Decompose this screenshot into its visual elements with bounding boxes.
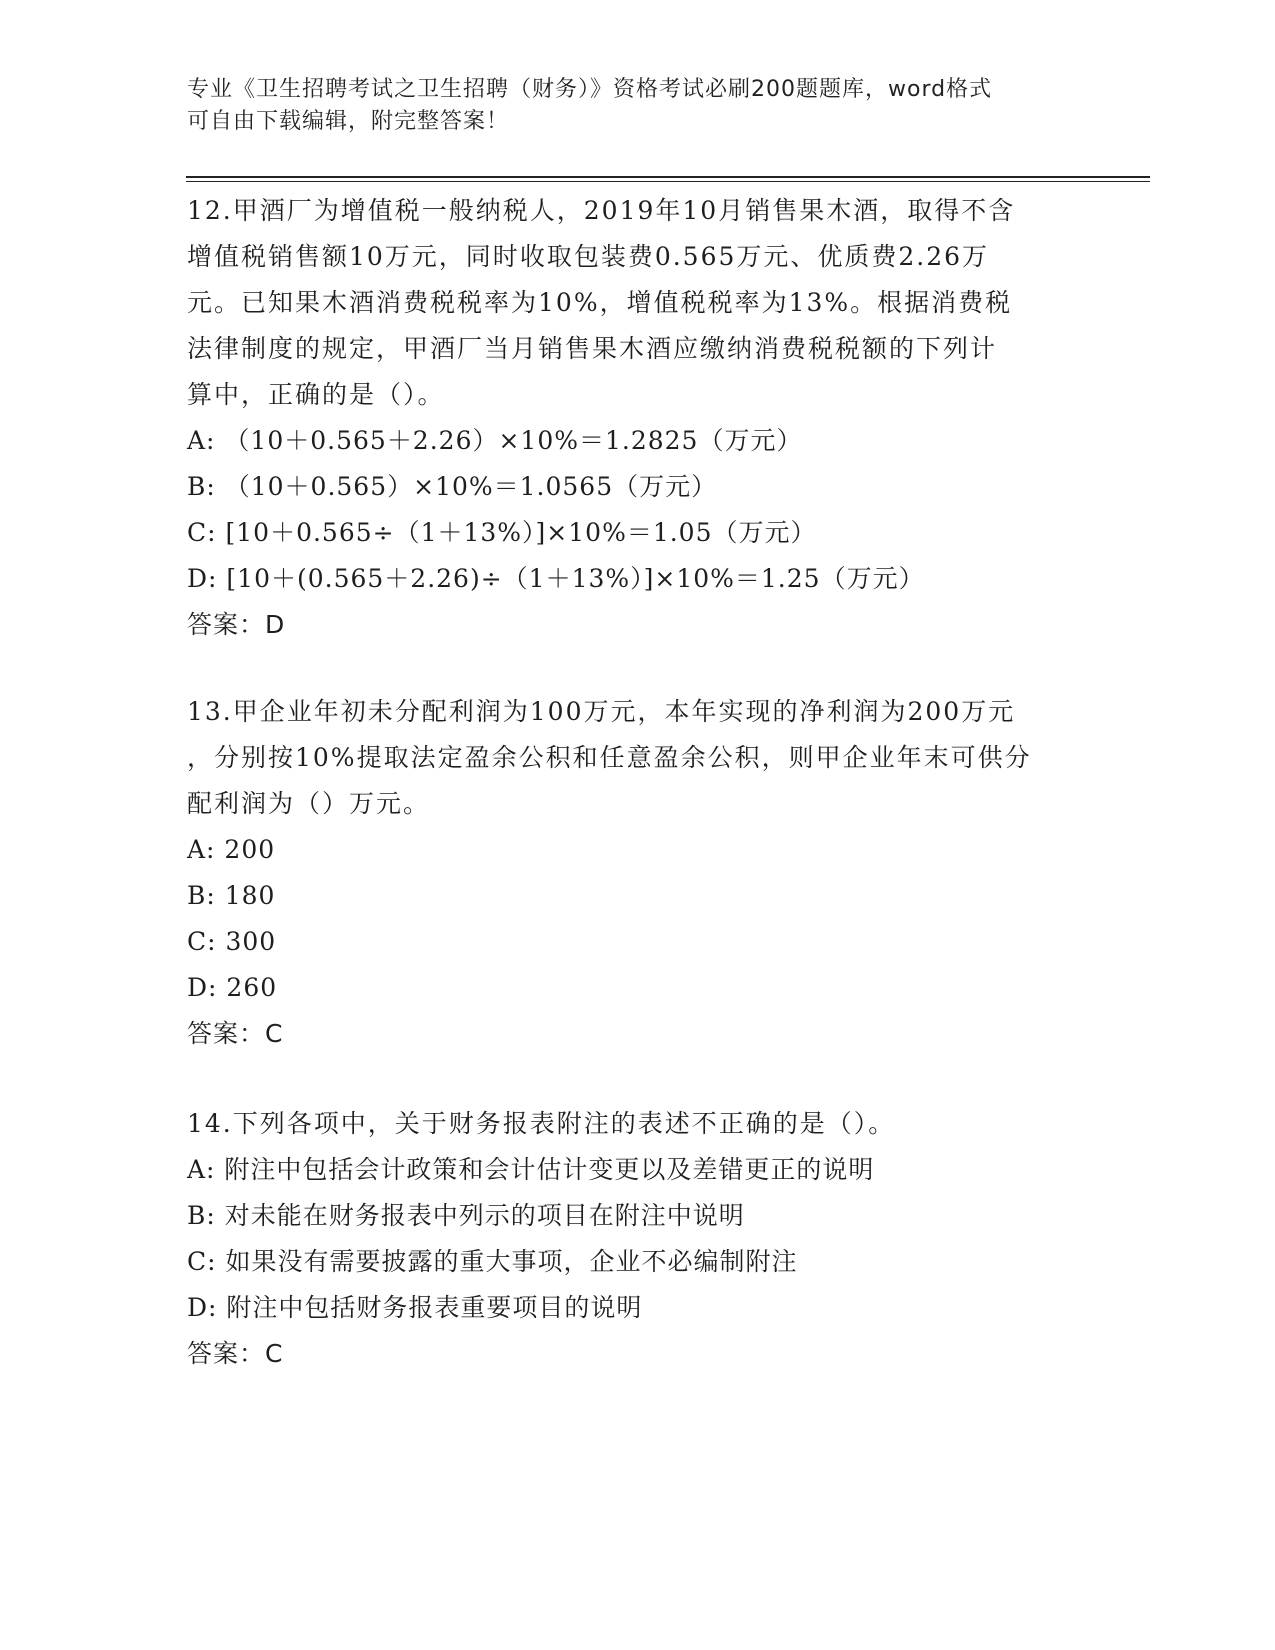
option-a: A: 200 [187,835,276,864]
question-13 [187,689,1087,1057]
question-14 [187,1101,1087,1377]
option-c: C: [10＋0.565÷（1＋13%）]×10%＝1.05（万元） [187,518,817,547]
question-text-line: 算中，正确的是（）。 [187,380,445,409]
header-divider-thin [186,181,1150,182]
option-c: C: 如果没有需要披露的重大事项，企业不必编制附注 [187,1247,798,1276]
option-c: C: 300 [187,927,277,956]
header-line: 专业《卫生招聘考试之卫生招聘（财务）》资格考试必刷200题题库，word格式 [187,77,993,102]
question-text-line: 14.下列各项中，关于财务报表附注的表述不正确的是（）。 [187,1109,896,1138]
option-a: A: （10＋0.565＋2.26）×10%＝1.2825（万元） [187,426,803,455]
answer-label: 答案：C [187,1019,284,1048]
option-b: B: 对未能在财务报表中列示的项目在附注中说明 [187,1201,745,1230]
option-d: D: 260 [187,973,278,1002]
question-text-line: 增值税销售额10万元，同时收取包装费0.565万元、优质费2.26万 [187,242,990,271]
question-text-line: ，分别按10%提取法定盈余公积和任意盈余公积，则甲企业年末可供分 [187,743,1032,772]
option-b: B: 180 [187,881,276,910]
option-a: A: 附注中包括会计政策和会计估计变更以及差错更正的说明 [187,1155,875,1184]
question-text-line: 配利润为（）万元。 [187,789,431,818]
option-b: B: （10＋0.565）×10%＝1.0565（万元） [187,472,718,501]
answer-label: 答案：C [187,1339,284,1368]
header-line: 可自由下载编辑，附完整答案！ [187,109,510,134]
question-text-line: 12.甲酒厂为增值税一般纳税人，2019年10月销售果木酒，取得不含 [187,196,1016,225]
header-divider [186,176,1150,178]
question-text-line: 13.甲企业年初未分配利润为100万元，本年实现的净利润为200万元 [187,697,1016,726]
document-header [187,74,1087,138]
question-text-line: 元。已知果木酒消费税税率为10%，增值税税率为13%。根据消费税 [187,288,1013,317]
option-d: D: [10＋(0.565＋2.26)÷（1＋13%）]×10%＝1.25（万元） [187,564,925,593]
answer-label: 答案：D [187,610,286,639]
option-d: D: 附注中包括财务报表重要项目的说明 [187,1293,643,1322]
question-text-line: 法律制度的规定，甲酒厂当月销售果木酒应缴纳消费税税额的下列计 [187,334,998,363]
question-12 [187,188,1087,648]
